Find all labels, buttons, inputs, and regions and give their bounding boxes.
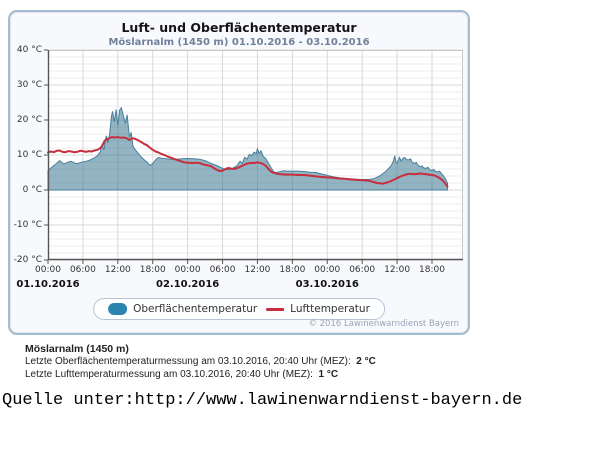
x-axis-tick-label: 06:00	[209, 265, 236, 275]
x-axis-tick-label: 18:00	[139, 265, 166, 275]
x-axis-tick-label: 18:00	[279, 265, 306, 275]
chart-title: Luft- und Oberflächentemperatur	[121, 20, 357, 35]
y-axis-tick-label: 10 °C	[16, 150, 42, 160]
x-axis-tick-label: 00:00	[314, 265, 341, 275]
legend-air-label: Lufttemperatur	[290, 303, 370, 315]
surface-measurement-value: 2 °C	[356, 355, 376, 367]
chart-subtitle: Möslarnalm (1450 m) 01.10.2016 - 03.10.2016	[108, 37, 370, 48]
x-axis-tick-label: 12:00	[104, 265, 131, 275]
y-axis-tick-label: -10 °C	[13, 220, 42, 230]
legend-item-surface[interactable]	[108, 303, 257, 315]
x-axis-tick-label: 12:00	[244, 265, 271, 275]
y-axis-tick-label: -20 °C	[13, 255, 42, 265]
y-axis-tick-label: 40 °C	[16, 45, 42, 55]
y-axis-tick-label: 20 °C	[16, 115, 42, 125]
air-measurement-line: Letzte Lufttemperaturmessung am 03.10.2016, 20:40 Uhr (MEZ): 1 °C	[25, 368, 339, 380]
x-axis-tick-label: 00:00	[174, 265, 201, 275]
x-axis-date-label: 03.10.2016	[295, 279, 359, 290]
surface-series-marker-icon	[108, 303, 127, 315]
source-url-line: Quelle unter:http://www.lawinenwarndienst-bayern.de	[2, 391, 523, 410]
copyright-notice: © 2016 Lawinenwarndienst Bayern	[308, 319, 459, 329]
x-axis-tick-label: 06:00	[349, 265, 376, 275]
air-measurement-value: 1 °C	[318, 368, 339, 380]
x-axis-date-label: 01.10.2016	[16, 279, 80, 290]
x-axis-tick-label: 00:00	[35, 265, 61, 275]
station-name: Möslarnalm (1450 m)	[25, 343, 129, 355]
measurement-info	[25, 343, 376, 381]
y-axis-tick-label: 30 °C	[16, 80, 42, 90]
y-axis-tick-label: 0 °C	[22, 185, 42, 195]
legend-surface-label: Oberflächentemperatur	[133, 303, 258, 315]
x-axis-date-label: 02.10.2016	[155, 279, 220, 290]
temperature-chart	[40, 46, 471, 270]
x-axis-tick-label: 06:00	[69, 265, 96, 275]
air-series-marker-icon	[266, 308, 284, 311]
x-axis-tick-label: 12:00	[384, 265, 411, 275]
chart-legend	[93, 298, 385, 320]
x-axis-tick-label: 18:00	[419, 265, 445, 275]
legend-item-air[interactable]	[266, 303, 370, 315]
surface-measurement-line: Letzte Oberflächentemperaturmessung am 03.10.2016, 20:40 Uhr (MEZ): 2 °C	[25, 355, 376, 367]
